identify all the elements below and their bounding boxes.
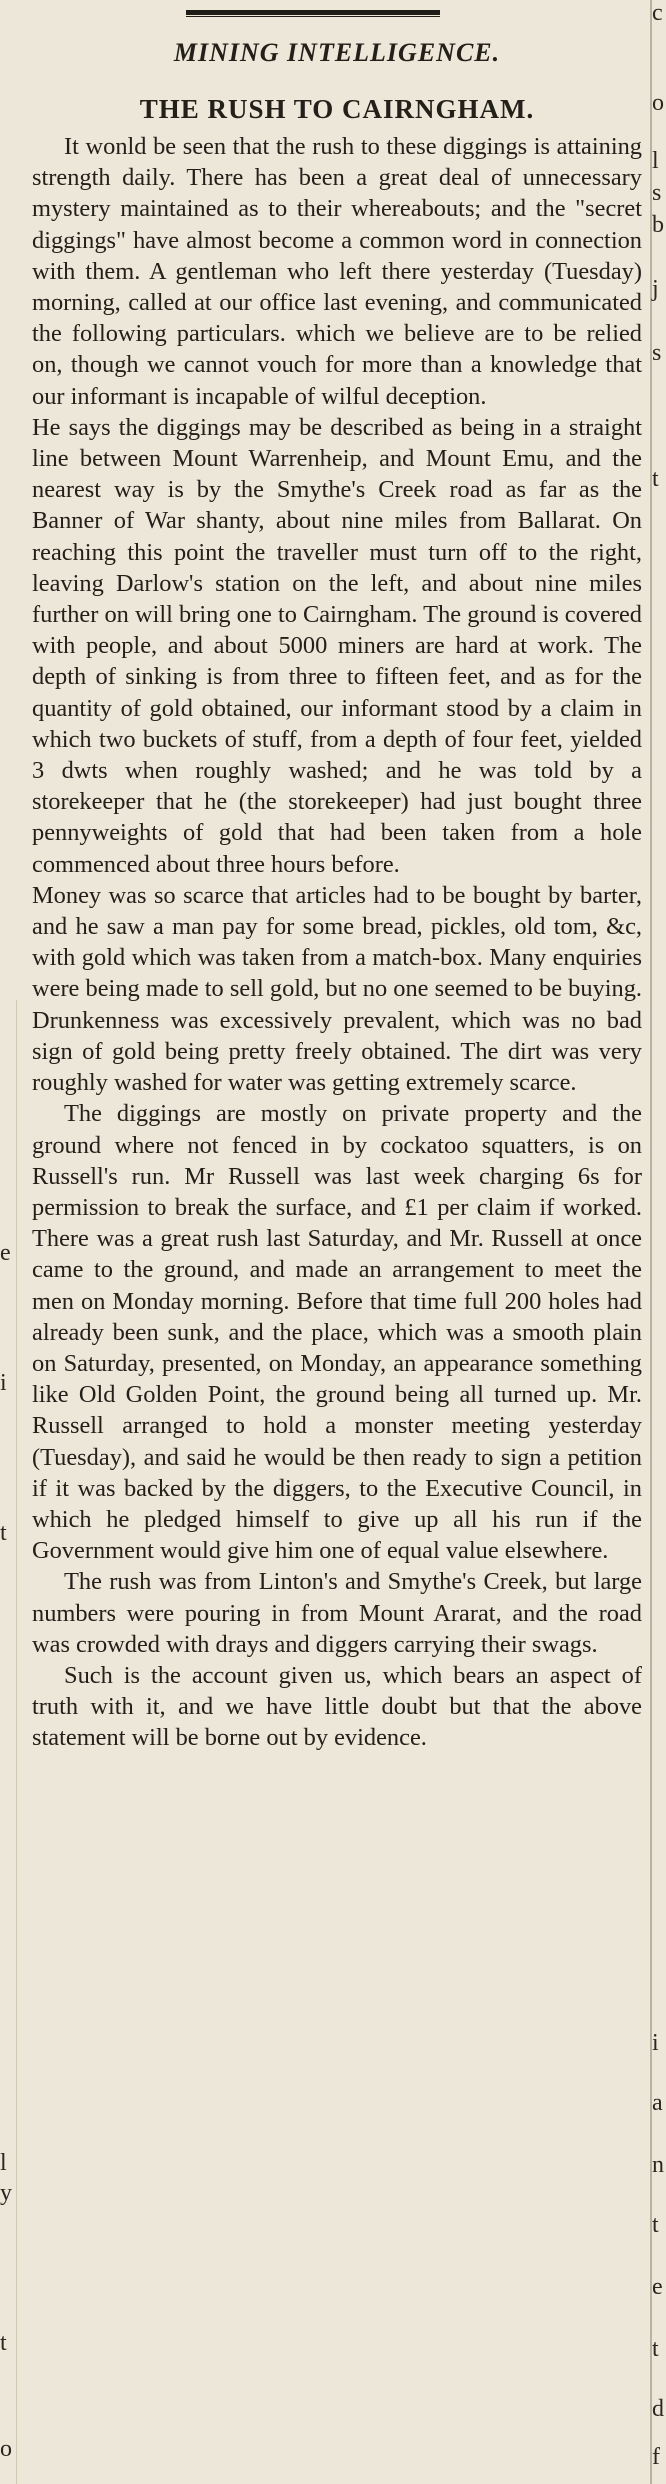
- margin-fragment: t: [0, 1520, 7, 1546]
- paragraph-2: He says the diggings may be described as being in a straight line between Mount Warrenheip, and Mount Emu, and the nearest way is by the Smythe's Creek road as far as the Banner of War shanty, about nine miles from Ballarat. On reaching this point the traveller must turn off to the right, leaving Darlow's station on the left, and about nine miles further on will bring one to Cairngham. The ground is covered with people, and about 5000 miners are hard at work. The depth of sinking is from three to fifteen feet, and as for the quantity of gold obtained, our informant stood by a claim in which two buckets of stuff, from a depth of four feet, yielded 3 dwts when roughly washed; and he was told by a storekeeper that he (the storekeeper) had just bought three pennyweights of gold that had been taken from a hole commenced about three hours before.: [32, 413, 642, 878]
- margin-fragment: t: [0, 2330, 7, 2356]
- margin-fragment: o: [652, 90, 664, 116]
- margin-fragment: l: [652, 148, 659, 174]
- margin-fragment: d: [652, 2396, 664, 2422]
- margin-fragment: s: [652, 180, 662, 206]
- top-rule: [186, 10, 440, 17]
- margin-fragment: j: [652, 276, 659, 302]
- article-headline: THE RUSH TO CAIRNGHAM.: [139, 94, 535, 124]
- margin-fragment: a: [652, 2090, 663, 2116]
- margin-fragment: e: [652, 2274, 663, 2300]
- margin-fragment: o: [0, 2436, 12, 2462]
- paragraph-6: Such is the account given us, which bears an aspect of truth with it, and we have little doubt but that the above statement will be borne out by evidence.: [32, 1661, 642, 1752]
- margin-fragment: y: [0, 2180, 12, 2206]
- margin-fragment: i: [652, 2030, 659, 2056]
- margin-fragment: b: [652, 212, 664, 238]
- paragraph-4: The diggings are mostly on private property and the ground where not fenced in by cockatoo squatters, is on Russell's run. Mr Russell was last week charging 6s for permission to break the surface, and £1 per claim if worked. There was a great rush last Saturday, and Mr. Russell at once came to the ground, and made an arrangement to meet the men on Monday morning. Before that time full 200 holes had already been sunk, and the place, which was a smooth plain on Saturday, presented, on Monday, an appearance something like Old Golden Point, the ground being all turned up. Mr. Russell arranged to hold a monster meeting yesterday (Tuesday), and said he would be then ready to sign a petition if it was backed by the diggers, to the Executive Council, in which he pledged himself to give up all his run if the Government would give him one of equal value elsewhere.: [32, 1100, 642, 1565]
- left-column-rule: [16, 1000, 17, 2484]
- margin-fragment: e: [0, 1240, 11, 1266]
- margin-fragment: t: [652, 2212, 659, 2238]
- margin-fragment: t: [652, 466, 659, 492]
- section-title: MINING INTELLIGENCE.: [173, 38, 501, 67]
- margin-fragment: c: [652, 0, 663, 26]
- paragraph-5: The rush was from Linton's and Smythe's Creek, but large numbers were pouring in from Mount Ararat, and the road was crowded with drays and diggers carrying their swags.: [32, 1568, 642, 1658]
- margin-fragment: f: [652, 2444, 660, 2470]
- margin-fragment: i: [0, 1370, 7, 1396]
- margin-fragment: n: [652, 2152, 664, 2178]
- article-column: [32, 38, 642, 1754]
- paragraph-3: Money was so scarce that articles had to be bought by barter, and he saw a man pay for some bread, pickles, old tom, &c, with gold which was taken from a match-box. Many enquiries were being made to sell gold, but no one seemed to be buying. Drunkenness was excessively prevalent, which was no bad sign of gold being pretty freely obtained. The dirt was very roughly washed for water was getting extremely scarce.: [32, 881, 642, 1097]
- margin-fragment: s: [652, 340, 662, 366]
- paragraph-1: It wonld be seen that the rush to these diggings is attaining strength daily. There has been a great deal of unnecessary mystery maintained as to their whereabouts; and the "secret diggings" have almost become a common word in connection with them. A gentleman who left there yesterday (Tuesday) morning, called at our office last evening, and communicated the following particulars. which we believe are to be relied on, though we cannot vouch for more than a knowledge that our informant is incapable of wilful deception.: [32, 133, 642, 410]
- margin-fragment: l: [0, 2150, 7, 2176]
- margin-fragment: t: [652, 2336, 659, 2362]
